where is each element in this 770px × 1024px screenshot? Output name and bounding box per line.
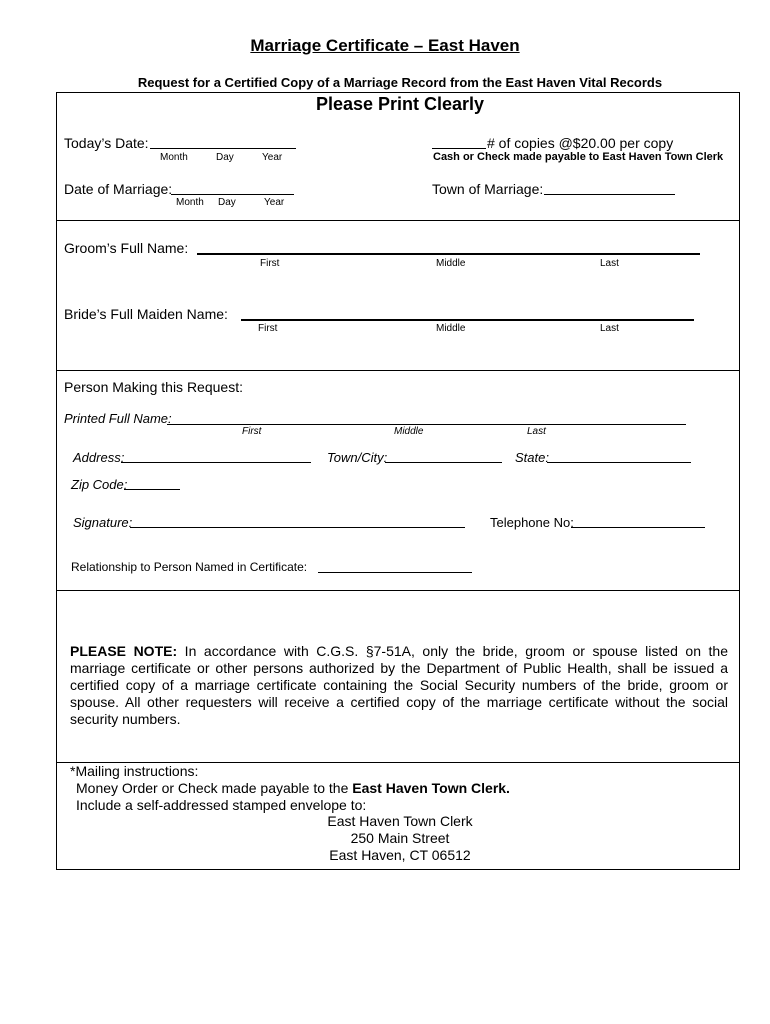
- zip-code-field[interactable]: [124, 489, 180, 490]
- mailing-line-2: Include a self-addressed stamped envelope to:: [76, 797, 367, 813]
- address-city: East Haven, CT 06512: [329, 847, 471, 863]
- form-title: Marriage Certificate – East Haven: [250, 36, 520, 55]
- form-frame: [56, 92, 740, 870]
- last-caption: Last: [527, 426, 546, 437]
- bride-name-field[interactable]: [241, 319, 694, 321]
- middle-caption: Middle: [436, 258, 466, 269]
- mailing-line-1: [76, 780, 510, 796]
- month-caption: Month: [160, 152, 188, 163]
- printed-name-label: Printed Full Name:: [64, 411, 172, 426]
- section-divider: [56, 220, 740, 221]
- copies-label: # of copies @$20.00 per copy: [487, 135, 674, 151]
- requester-heading: Person Making this Request:: [64, 379, 243, 395]
- first-caption: First: [242, 426, 262, 437]
- middle-caption: Middle: [436, 323, 466, 334]
- zip-code-label: Zip Code:: [71, 477, 128, 492]
- print-clearly-heading: Please Print Clearly: [315, 94, 485, 114]
- town-of-marriage-label: Town of Marriage:: [432, 181, 544, 197]
- state-field[interactable]: [547, 462, 691, 463]
- section-divider: [56, 590, 740, 591]
- todays-date-label: Today’s Date:: [64, 135, 149, 151]
- relationship-label: Relationship to Person Named in Certificate:: [71, 560, 308, 574]
- form-subtitle: Request for a Certified Copy of a Marriage Record from the East Haven Vital Records: [137, 75, 663, 90]
- telephone-label: Telephone No:: [490, 515, 574, 530]
- year-caption: Year: [262, 152, 283, 163]
- middle-caption: Middle: [394, 426, 424, 437]
- month-caption: Month: [176, 197, 204, 208]
- relationship-field[interactable]: [318, 572, 472, 573]
- day-caption: Day: [218, 197, 236, 208]
- mailing-heading: *Mailing instructions:: [70, 763, 199, 779]
- groom-name-label: Groom’s Full Name:: [64, 240, 189, 256]
- town-city-field[interactable]: [385, 462, 502, 463]
- signature-field[interactable]: [130, 527, 465, 528]
- groom-name-field[interactable]: [197, 253, 700, 255]
- last-caption: Last: [600, 258, 619, 269]
- mailing-payee: East Haven Town Clerk.: [352, 780, 510, 796]
- note-text: In accordance with C.G.S. §7-51A, only the bride, groom or spouse listed on the marriage certificate or other persons authorized by the Department of Public Health, shall be issued a certified copy of a marriage certificate containing the Social Security numbers of the bride, groom or spouse. All other requesters will receive a certified copy of the marriage certificate without the social security numbers.: [70, 643, 728, 727]
- todays-date-field[interactable]: [150, 148, 296, 149]
- please-note-paragraph: [70, 643, 728, 728]
- date-of-marriage-field[interactable]: [171, 194, 294, 195]
- section-divider: [56, 370, 740, 371]
- address-label: Address:: [73, 450, 125, 465]
- copies-field[interactable]: [432, 148, 486, 149]
- note-bold-lead: PLEASE NOTE:: [70, 643, 178, 659]
- date-of-marriage-label: Date of Marriage:: [64, 181, 173, 197]
- mailing-line-1-prefix: Money Order or Check made payable to the: [76, 780, 353, 796]
- day-caption: Day: [216, 152, 234, 163]
- first-caption: First: [258, 323, 278, 334]
- printed-name-field[interactable]: [167, 424, 686, 425]
- telephone-field[interactable]: [571, 527, 705, 528]
- payment-note: Cash or Check made payable to East Haven Town Clerk: [433, 151, 724, 163]
- year-caption: Year: [264, 197, 285, 208]
- last-caption: Last: [600, 323, 619, 334]
- address-field[interactable]: [121, 462, 311, 463]
- address-name: East Haven Town Clerk: [327, 813, 473, 829]
- address-street: 250 Main Street: [350, 830, 450, 846]
- signature-label: Signature:: [73, 515, 133, 530]
- bride-name-label: Bride’s Full Maiden Name:: [64, 306, 228, 322]
- town-of-marriage-field[interactable]: [544, 194, 675, 195]
- first-caption: First: [260, 258, 280, 269]
- state-label: State:: [515, 450, 549, 465]
- town-city-label: Town/City:: [327, 450, 388, 465]
